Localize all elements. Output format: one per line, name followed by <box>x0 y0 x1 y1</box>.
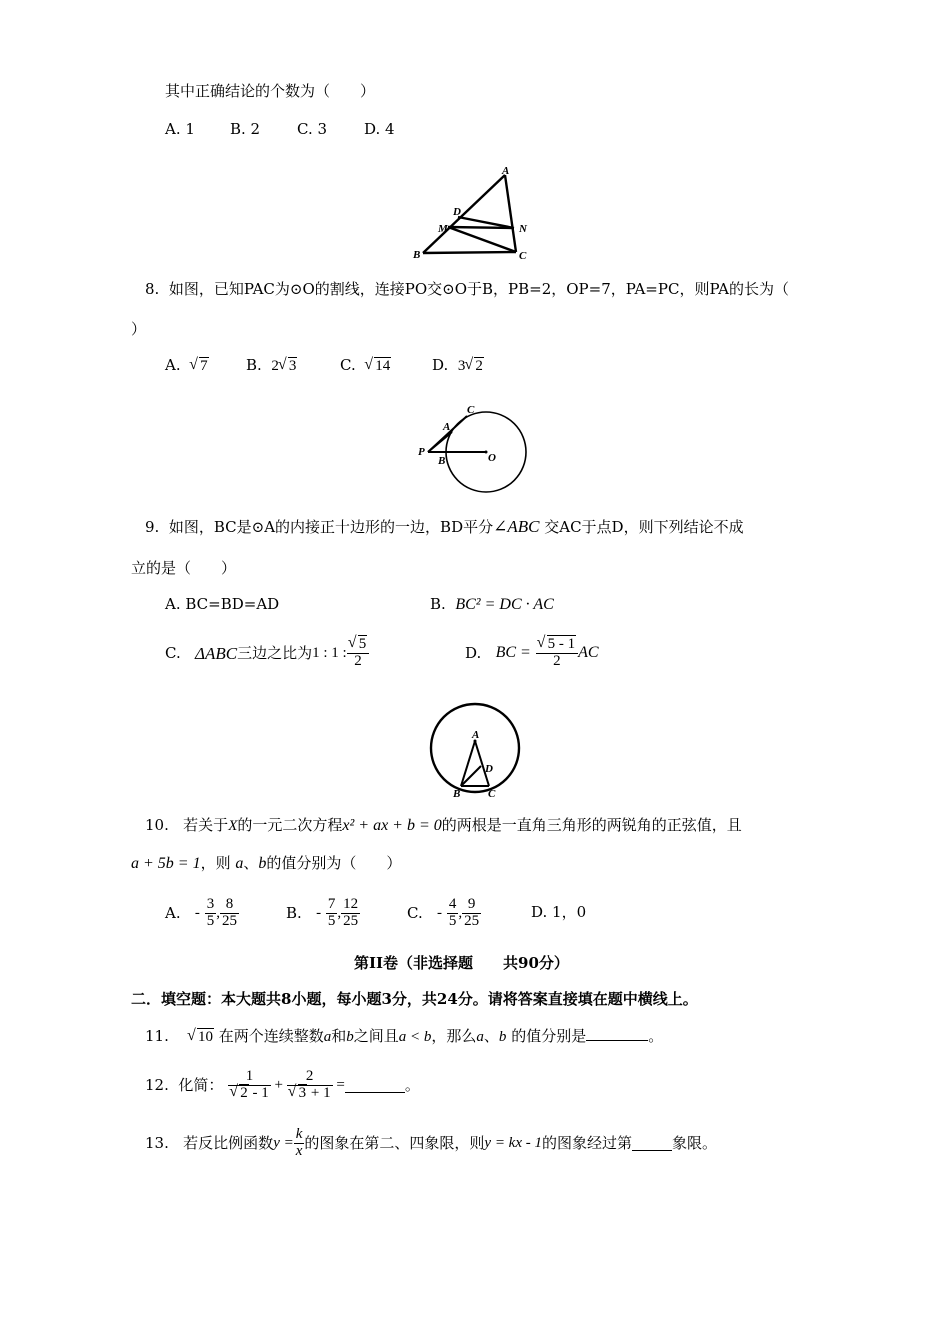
q13-answer-blank[interactable] <box>632 1136 672 1151</box>
q9-option-a: A. BC=BD=AD <box>165 595 280 613</box>
q11-text-1: 在两个连续整数 <box>218 1027 324 1045</box>
q13-number: 13. <box>145 1133 169 1152</box>
q12-text: 化简： <box>178 1075 224 1094</box>
q11-answer-blank[interactable] <box>586 1026 648 1041</box>
q9-circle-figure <box>428 700 524 800</box>
q12-equals: = <box>336 1076 345 1093</box>
q11-end: 。 <box>648 1027 664 1045</box>
q9-option-d-label: D. <box>465 643 482 662</box>
q12-frac-2-sqrt <box>289 1086 308 1102</box>
q10-option-a-frac2 <box>220 897 239 930</box>
q11-var-a-2: a <box>476 1029 484 1045</box>
q10-text-1: 若关于 <box>183 816 229 834</box>
q12-frac-1-num: 1 <box>228 1069 271 1086</box>
q8-option-a-sqrt <box>190 359 209 374</box>
q13-text-1: 若反比例函数 <box>183 1133 274 1152</box>
q10-option-a: A. - $\frac{3}{5}$ , $\frac{8}{25}$ <box>165 895 237 929</box>
q9-option-c-fraction <box>347 637 370 670</box>
q7-label-b: B <box>413 249 421 261</box>
q7-option-b: B. 2 <box>230 120 261 138</box>
q13-text-2: 的图象在第二、四象限，则 <box>304 1133 485 1152</box>
q9-text-1: 如图，BC是⊙A的内接正十边形的一边，BD平分 <box>168 518 494 536</box>
q13-func-den: x <box>295 1142 303 1159</box>
q10-option-b-n1: 7 <box>327 895 336 912</box>
q9-option-d-sqrt <box>538 637 577 653</box>
q11-text-2: 和 <box>331 1027 347 1045</box>
q10-number: 10. <box>145 816 169 834</box>
q13-question <box>145 1120 717 1166</box>
q9-question <box>145 518 744 535</box>
q10-option-b-label: B. <box>286 903 302 922</box>
q9-option-d-lhs: BC = <box>495 644 531 661</box>
q8-number: 8. <box>145 280 160 298</box>
q10-option-a-n1: 3 <box>206 895 215 912</box>
q11-inequality: a < b <box>398 1029 432 1045</box>
q12-answer-blank[interactable] <box>345 1078 405 1093</box>
q9-label-b: B <box>453 788 461 800</box>
q10-text-2: 的一元二次方程 <box>237 816 343 834</box>
q7-label-d: D <box>453 206 461 218</box>
q8-option-a-label: A. <box>165 356 181 374</box>
q8-option-d-label: D. <box>432 356 449 374</box>
q8-option-c-label: C. <box>340 356 356 374</box>
q10-option-a-frac1 <box>205 897 217 930</box>
q10-option-c-d1: 5 <box>448 912 457 929</box>
q8-option-c <box>340 358 391 374</box>
q10-option-b-frac1 <box>326 897 338 930</box>
q10-var-x: X <box>228 818 238 834</box>
q9-option-b-math: BC² = DC · AC <box>455 596 554 613</box>
q8-option-d-radicand: 2 <box>475 358 483 374</box>
q8-text-cont: ） <box>131 320 147 338</box>
q10-option-c-d2: 25 <box>464 912 480 929</box>
q9-option-b-label: B. <box>430 595 446 613</box>
q8-label-o: O <box>488 452 496 464</box>
q10-option-b-d2: 25 <box>343 912 359 929</box>
q8-text: 如图，已知PAC为⊙O的割线，连接PO交⊙O于B，PB=2，OP=7，PA=PC，则PA的长为（ <box>168 280 789 298</box>
q10-question <box>145 818 742 834</box>
q8-option-c-sqrt <box>365 359 391 374</box>
q10-option-c-frac1 <box>447 897 459 930</box>
q9-option-b <box>430 597 554 613</box>
q10-option-b: B. - $\frac{7}{5}$ , $\frac{12}{25}$ <box>286 895 359 929</box>
q12-number: 12. <box>145 1075 169 1094</box>
q11-question: 11. √ 10 在两个连续整数a和b之间且a < b，那么a、b 的值分别是 。 <box>145 1026 663 1045</box>
q10-option-d: D. 1，0 <box>531 903 587 921</box>
q9-label-a: A <box>472 729 480 741</box>
q9-text-2: 交AC于点D，则下列结论不成 <box>544 518 744 536</box>
q10-option-a-label: A. <box>165 903 181 922</box>
q8-label-a: A <box>443 421 451 433</box>
q10-text-5: 的值分别为（ ） <box>266 854 402 872</box>
q9-angle: ∠ABC <box>493 517 540 536</box>
q9-option-c-sqrt <box>349 637 368 653</box>
q12-frac-2-num: 2 <box>287 1069 333 1086</box>
q9-number: 9. <box>145 518 160 536</box>
section-title: 第II卷（非选择题 共90分） <box>354 954 569 972</box>
q9-option-c <box>165 632 369 674</box>
q10-var-b: b <box>258 855 267 872</box>
q7-label-a: A <box>502 165 510 177</box>
q12-frac-1-radicand: 2 <box>240 1084 248 1101</box>
q8-label-c: C <box>467 404 475 416</box>
q9-option-c-ratio: 1 : 1 : <box>312 644 347 661</box>
q10-sep: 、 <box>243 854 259 872</box>
q10-option-c-n1: 4 <box>448 895 457 912</box>
q9-option-d-rhs: AC <box>578 644 599 661</box>
q10-equation: x² + ax + b = 0 <box>342 817 442 834</box>
q10-option-a-d2: 25 <box>221 912 237 929</box>
q12-frac-1-tail: - 1 <box>252 1084 269 1101</box>
q9-text-cont: 立的是（ ） <box>131 559 237 577</box>
q12-end: 。 <box>404 1075 420 1094</box>
q9-option-d-numerator: 5 - 1 <box>547 635 576 652</box>
q13-text-4: 象限。 <box>672 1133 718 1152</box>
q8-option-c-radicand: 14 <box>375 358 391 374</box>
q10-option-b-n2: 12 <box>343 895 359 912</box>
q7-label-c: C <box>519 250 527 262</box>
q11-var-b-2: b <box>498 1029 507 1045</box>
q7-option-c: C. 3 <box>297 120 328 138</box>
q8-option-b-radicand: 3 <box>288 358 297 374</box>
q8-circle-figure <box>412 402 537 498</box>
q8-option-a-radicand: 7 <box>200 358 208 374</box>
q11-var-a: a <box>323 1029 332 1045</box>
q8-option-d-coef: 3 <box>457 358 466 374</box>
q9-label-c: C <box>488 788 496 800</box>
q9-option-c-numerator: 5 <box>358 635 367 652</box>
q12-frac-2-radicand: 3 <box>298 1084 307 1101</box>
q7-prompt: 其中正确结论的个数为（ ） <box>165 82 376 100</box>
q10-text-4: ，则 <box>200 854 231 872</box>
q10-option-c-label: C. <box>407 903 423 922</box>
q10-option-a-d1: 5 <box>206 912 215 929</box>
q7-label-n: N <box>519 223 527 235</box>
q7-triangle-figure <box>410 160 540 265</box>
q9-option-d <box>465 632 599 674</box>
q11-text-5: 的值分别是 <box>511 1027 587 1045</box>
q11-text-3: 之间且 <box>353 1027 399 1045</box>
q10-var-a: a <box>235 855 244 872</box>
q8-label-b: B <box>438 455 446 467</box>
q11-radicand: 10 <box>197 1029 213 1045</box>
q9-option-c-denominator: 2 <box>354 652 362 669</box>
q10-text-3: 的两根是一直角三角形的两锐角的正弦值，且 <box>441 816 742 834</box>
q8-option-b-sqrt <box>279 359 298 374</box>
q10-option-c-frac2 <box>462 897 481 930</box>
q13-func-fraction <box>294 1127 305 1160</box>
q11-text-4: ，那么 <box>431 1027 477 1045</box>
q9-option-c-label: C. <box>165 643 181 662</box>
section-heading: 二．填空题：本大题共8小题，每小题3分，共24分。请将答案直接填在题中横线上。 <box>131 990 698 1008</box>
q11-var-b: b <box>346 1029 354 1045</box>
q13-func-num: k <box>295 1125 303 1142</box>
q13-func-2: y = kx - 1 <box>484 1134 542 1151</box>
q11-sqrt <box>188 1030 214 1045</box>
q7-option-a: A. 1 <box>165 120 195 138</box>
q10-option-b-d1: 5 <box>327 912 336 929</box>
q8-option-d <box>432 358 484 374</box>
q10-option-b-frac2 <box>341 897 360 930</box>
q9-label-d: D <box>485 763 493 775</box>
q10-option-c-n2: 9 <box>462 897 481 914</box>
q8-option-d-sqrt <box>465 359 484 374</box>
q7-option-d: D. 4 <box>364 120 395 138</box>
q8-question <box>145 282 789 297</box>
q9-option-d-denominator: 2 <box>553 652 561 669</box>
q10-option-a-n2: 8 <box>220 897 239 914</box>
q7-label-m: M <box>438 223 448 235</box>
q8-option-b-coef: 2 <box>271 358 279 374</box>
q12-frac-1 <box>228 1069 271 1102</box>
q8-option-b <box>246 358 297 374</box>
q9-option-c-triangle: ΔABC <box>195 643 238 663</box>
q9-option-c-text: 三边之比为 <box>237 643 313 662</box>
q8-label-p: P <box>418 446 425 458</box>
q12-question: 12. 化简： 1 √ 2 - 1 + 2 √ 3 + 1 = 。 <box>145 1062 420 1108</box>
q12-frac-2-tail: + 1 <box>310 1084 331 1101</box>
q12-frac-1-sqrt <box>230 1086 249 1102</box>
q10-question-cont <box>131 856 401 872</box>
q13-func-lhs: y = <box>273 1134 294 1151</box>
q11-number: 11. <box>145 1027 169 1045</box>
q8-option-b-label: B. <box>246 356 262 374</box>
q9-option-d-fraction <box>536 637 579 670</box>
q10-option-c: C. - $\frac{4}{5}$ , $\frac{9}{25}$ <box>407 895 480 929</box>
q13-text-3: 的图象经过第 <box>542 1133 633 1152</box>
q8-option-a <box>165 358 209 374</box>
q10-condition: a + 5b = 1 <box>131 855 201 872</box>
q12-frac-2 <box>287 1069 333 1102</box>
